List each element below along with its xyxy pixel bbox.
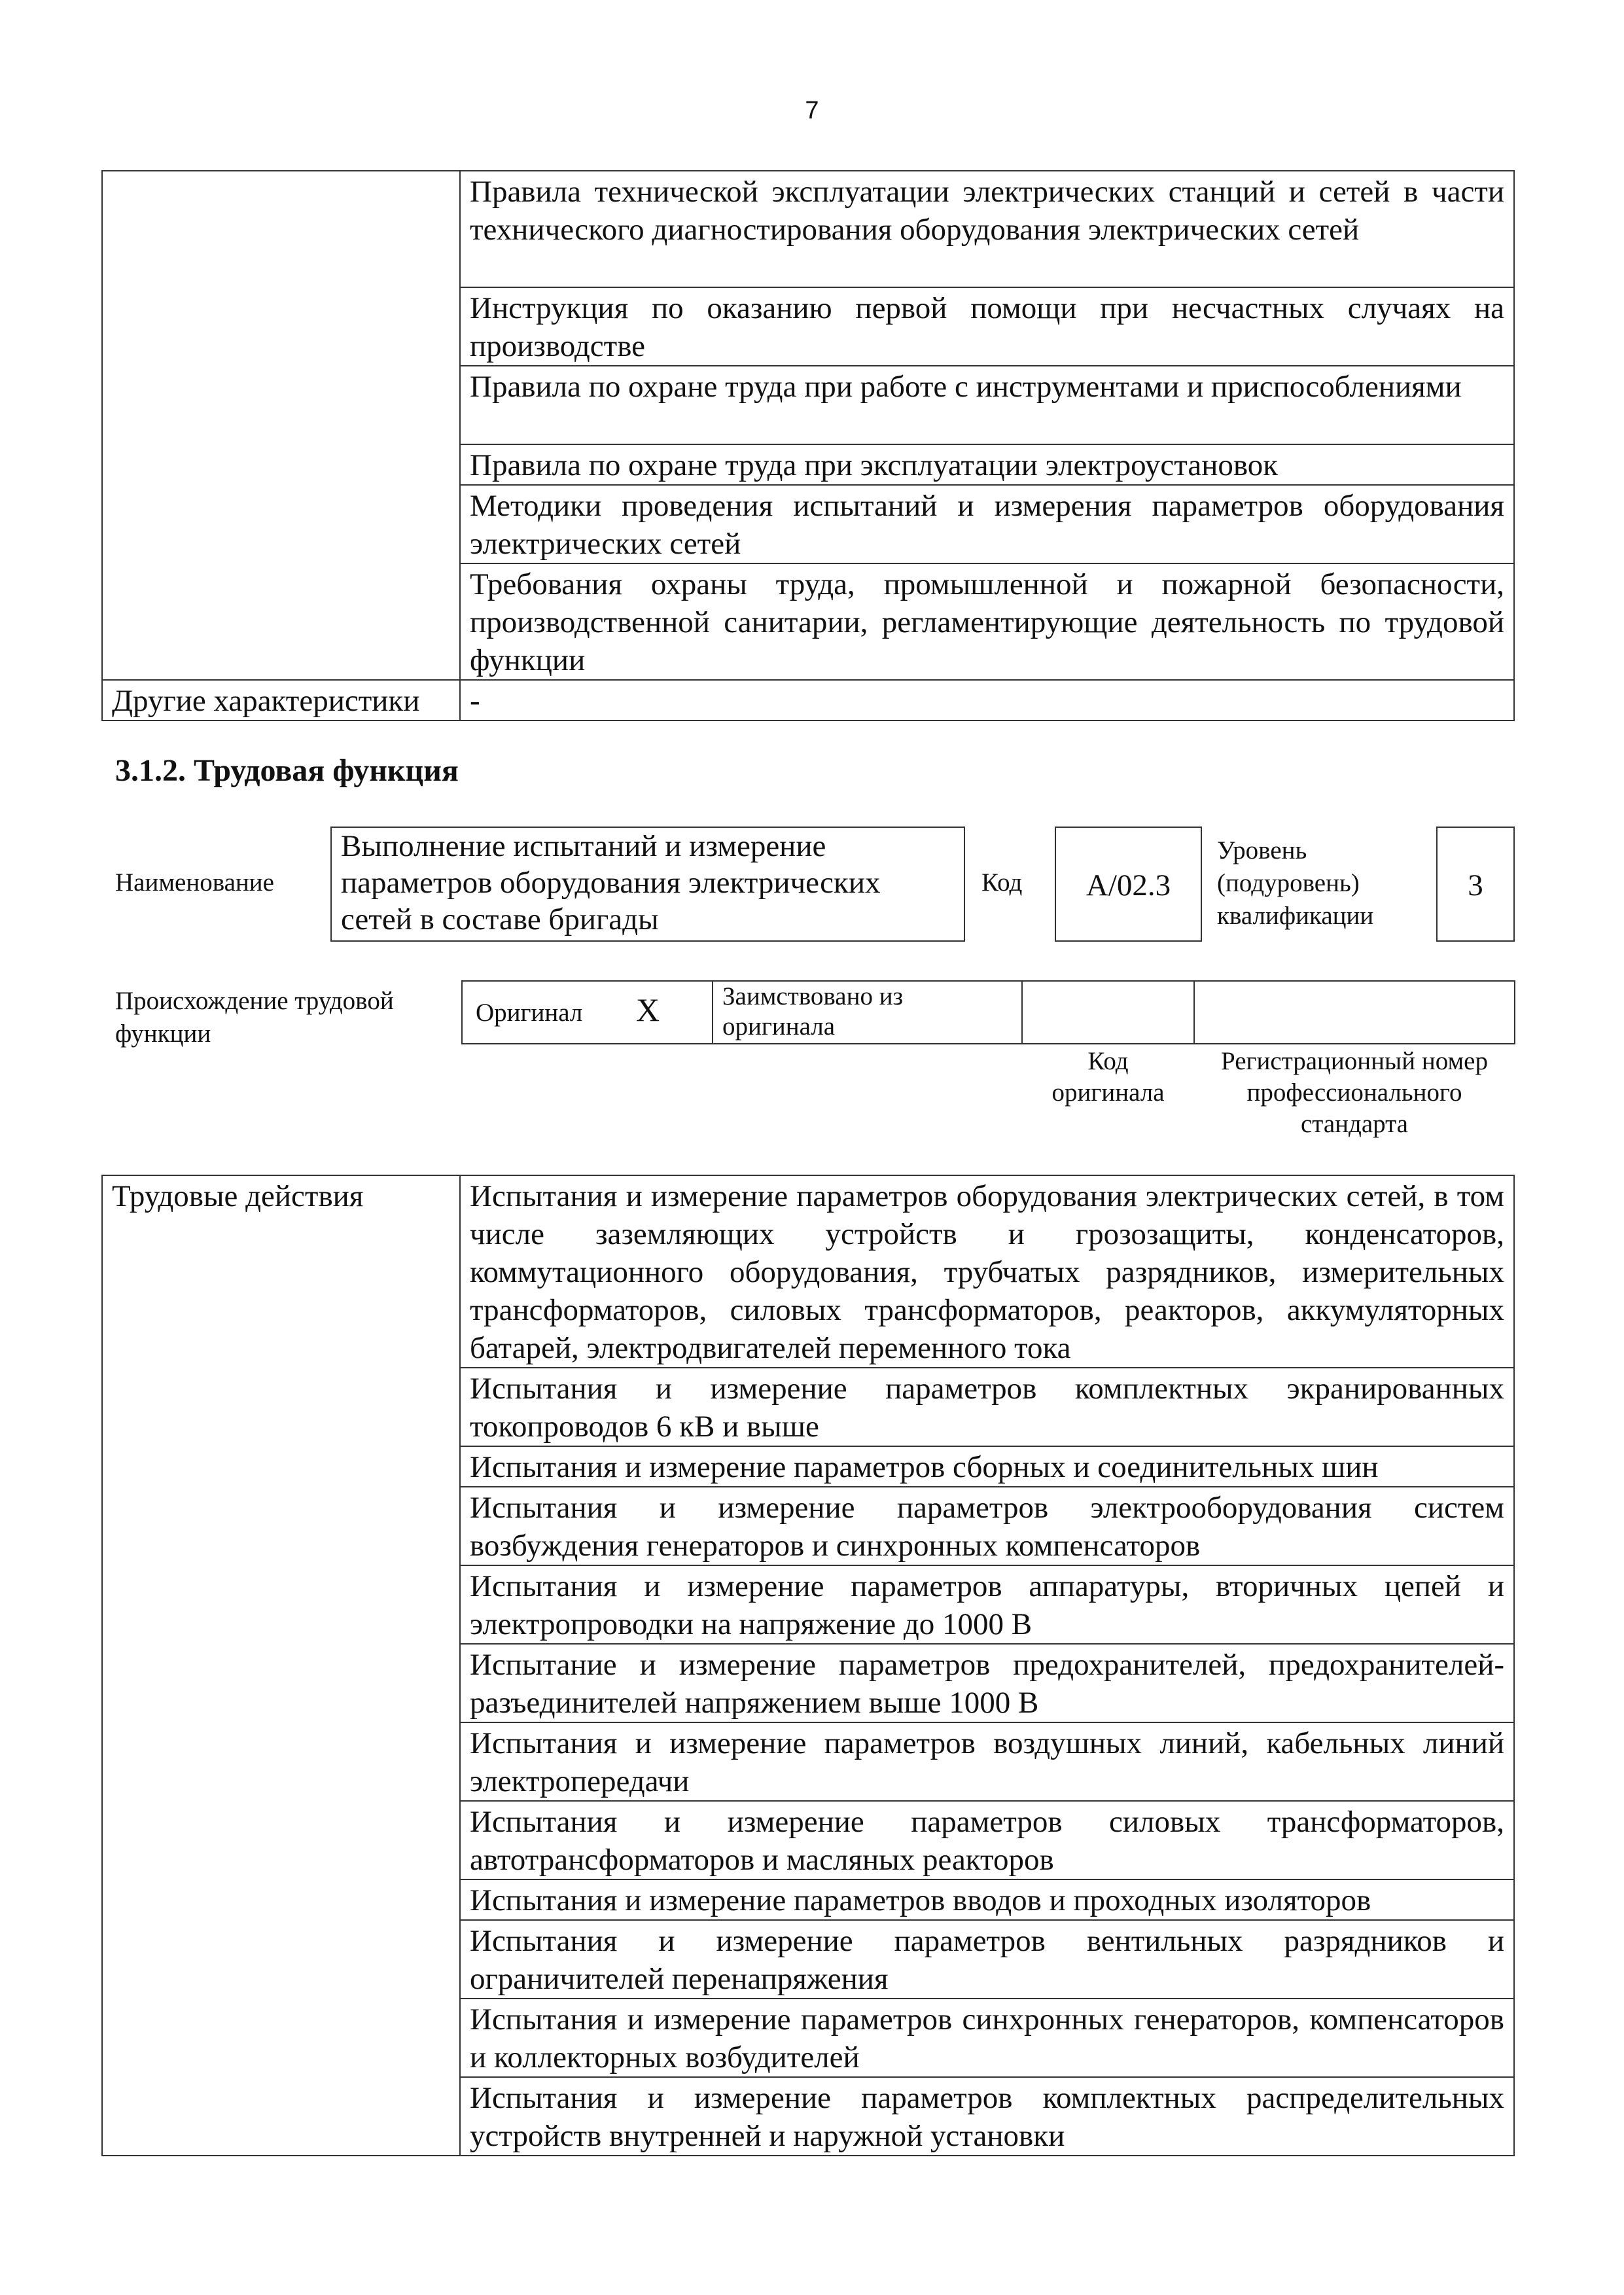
table-cell: Требования охраны труда, промышленной и пожарной безопасности, производственной санитарии, регламентирующие деятельность по трудовой функции [460,563,1514,680]
knowledge-table [101,170,1515,721]
caption-line: профессионального [1246,1078,1462,1107]
name-label: Наименование [115,868,274,897]
level-value: 3 [1468,868,1483,902]
borrowed-cell [712,980,1023,1044]
name-box [330,827,965,942]
caption-line: стандарта [1301,1110,1408,1138]
table-cell: Испытания и измерение параметров электрооборудования систем возбуждения генераторов и синхронных компенсаторов [460,1487,1514,1565]
table-cell: Методики проведения испытаний и измерения параметров оборудования электрических сетей [460,485,1514,563]
original-cell [461,980,713,1044]
borrowed-label-line: Заимствовано из [722,982,904,1010]
table-cell: Испытания и измерение параметров вводов и проходных изоляторов [460,1879,1514,1920]
table-left-cell [102,171,460,680]
table-cell: Правила технической эксплуатации электрических станций и сетей в части технического диагностирования оборудования электрических сетей [460,171,1514,287]
level-label-line: (подуровень) [1217,869,1360,897]
table-cell: Испытания и измерение параметров комплектных экранированных токопроводов 6 кВ и выше [460,1368,1514,1446]
table-row [102,1175,1514,1368]
origin-label [115,985,394,1050]
table-cell: Испытания и измерение параметров синхронных генераторов, компенсаторов и коллекторных возбудителей [460,1999,1514,2077]
registration-caption [1193,1046,1515,1140]
code-value: А/02.3 [1086,868,1171,902]
table-cell: Правила по охране труда при эксплуатации электроустановок [460,444,1514,485]
level-box [1436,827,1515,942]
labor-actions-table [101,1175,1515,2156]
level-label-line: квалификации [1217,902,1374,930]
table-cell: Испытания и измерение параметров вентильных разрядников и ограничителей перенапряжения [460,1920,1514,1999]
table-cell: Испытания и измерение параметров силовых трансформаторов, автотрансформаторов и масляных реакторов [460,1801,1514,1879]
caption-line: Регистрационный номер [1221,1047,1488,1075]
other-characteristics-label: Другие характеристики [102,680,460,721]
labor-actions-label: Трудовые действия [102,1175,460,2156]
caption-line: оригинала [1051,1078,1165,1107]
original-mark: X [636,991,660,1028]
section-heading: 3.1.2. Трудовая функция [115,753,459,788]
code-caption [1021,1046,1195,1109]
origin-label-line: функции [115,1020,211,1048]
table-cell: Испытания и измерение параметров аппаратуры, вторичных цепей и электропроводки на напряжение до 1000 В [460,1565,1514,1644]
level-label [1217,834,1373,933]
table-cell: Испытания и измерение параметров сборных и соединительных шин [460,1446,1514,1487]
original-code-cell [1021,980,1195,1044]
code-box [1055,827,1202,942]
table-cell: Испытания и измерение параметров комплектных распределительных устройств внутренней и наружной установки [460,2077,1514,2156]
other-characteristics-value: - [460,680,1514,721]
level-label-line: Уровень [1217,836,1307,864]
page-number: 7 [805,97,819,124]
table-cell: Правила по охране труда при работе с инструментами и приспособлениями [460,366,1514,444]
caption-line: Код [1087,1047,1129,1075]
table-cell: Испытания и измерение параметров оборудования электрических сетей, в том числе заземляющих устройств и грозозащиты, конденсаторов, коммутационного оборудования, трубчатых разрядников, измерительных трансформаторов, силовых трансформаторов, реакторов, аккумуляторных батарей, электродвигателей переменного тока [460,1175,1514,1368]
registration-number-cell [1193,980,1515,1044]
table-row [102,171,1514,287]
table-cell: Испытания и измерение параметров воздушных линий, кабельных линий электропередачи [460,1722,1514,1801]
table-cell: Испытание и измерение параметров предохранителей, предохранителей-разъединителей напряжением выше 1000 В [460,1644,1514,1722]
origin-label-line: Происхождение трудовой [115,987,394,1015]
borrowed-label-line: оригинала [722,1012,836,1041]
table-cell: Инструкция по оказанию первой помощи при несчастных случаях на производстве [460,287,1514,366]
code-label: Код [981,868,1023,897]
name-value: Выполнение испытаний и измерение параметров оборудования электрических сетей в составе бригады [341,829,881,936]
original-label: Оригинал [476,999,583,1027]
table-row [102,680,1514,721]
